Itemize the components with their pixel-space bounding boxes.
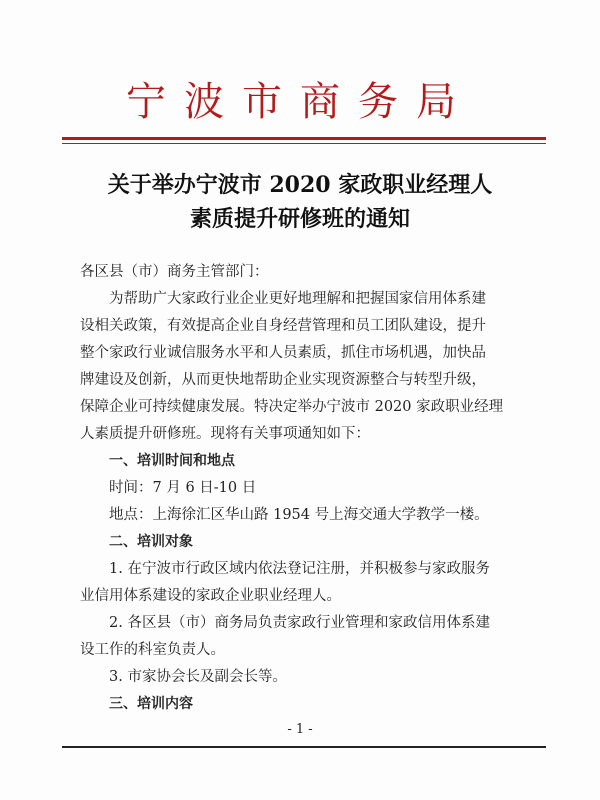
section-heading: 三、培训内容: [109, 696, 193, 712]
document-title-line-2: 素质提升研修班的通知: [189, 206, 410, 232]
document-body: [80, 259, 528, 718]
paragraph-line: 人素质提升研修班。现将有关事项通知如下：: [80, 426, 370, 442]
section-heading: 二、培训对象: [109, 534, 193, 550]
salutation: 各区县（市）商务主管部门：: [80, 264, 269, 280]
list-item-line: 业信用体系建设的家政企业职业经理人。: [80, 588, 341, 604]
page-number: - 1 -: [287, 722, 313, 737]
paragraph-line: 整个家政行业诚信服务水平和人员素质，抓住市场机遇，加快品: [80, 345, 486, 361]
footer-rule: [62, 746, 546, 748]
list-item-line: 2. 各区县（市）商务局负责家政行业管理和家政信用体系建: [109, 615, 490, 631]
paragraph-line: 保障企业可持续健康发展。特决定举办宁波市 2020 家政职业经理: [80, 399, 504, 415]
header-rule-thick: [62, 137, 546, 140]
paragraph-line: 为帮助广大家政行业企业更好地理解和把握国家信用体系建: [109, 291, 486, 307]
list-item-line: 设工作的科室负责人。: [80, 642, 225, 658]
issuer-header: 宁波市商务局: [126, 79, 474, 125]
list-item-line: 1. 在宁波市行政区域内依法登记注册，并积极参与家政服务: [109, 561, 490, 577]
place-line: 地点：上海徐汇区华山路 1954 号上海交通大学教学一楼。: [109, 507, 489, 523]
section-heading: 一、培训时间和地点: [109, 453, 235, 469]
list-item-line: 3. 市家协会长及副会长等。: [109, 669, 287, 685]
paragraph-line: 牌建设及创新，从而更快地帮助企业实现资源整合与转型升级，: [80, 372, 486, 388]
time-line: 时间：7 月 6 日-10 日: [109, 480, 257, 496]
document-title-line-1: 关于举办宁波市 2020 家政职业经理人: [107, 172, 493, 198]
header-rule-thin: [62, 143, 546, 144]
paragraph-line: 设相关政策，有效提高企业自身经营管理和员工团队建设，提升: [80, 318, 486, 334]
